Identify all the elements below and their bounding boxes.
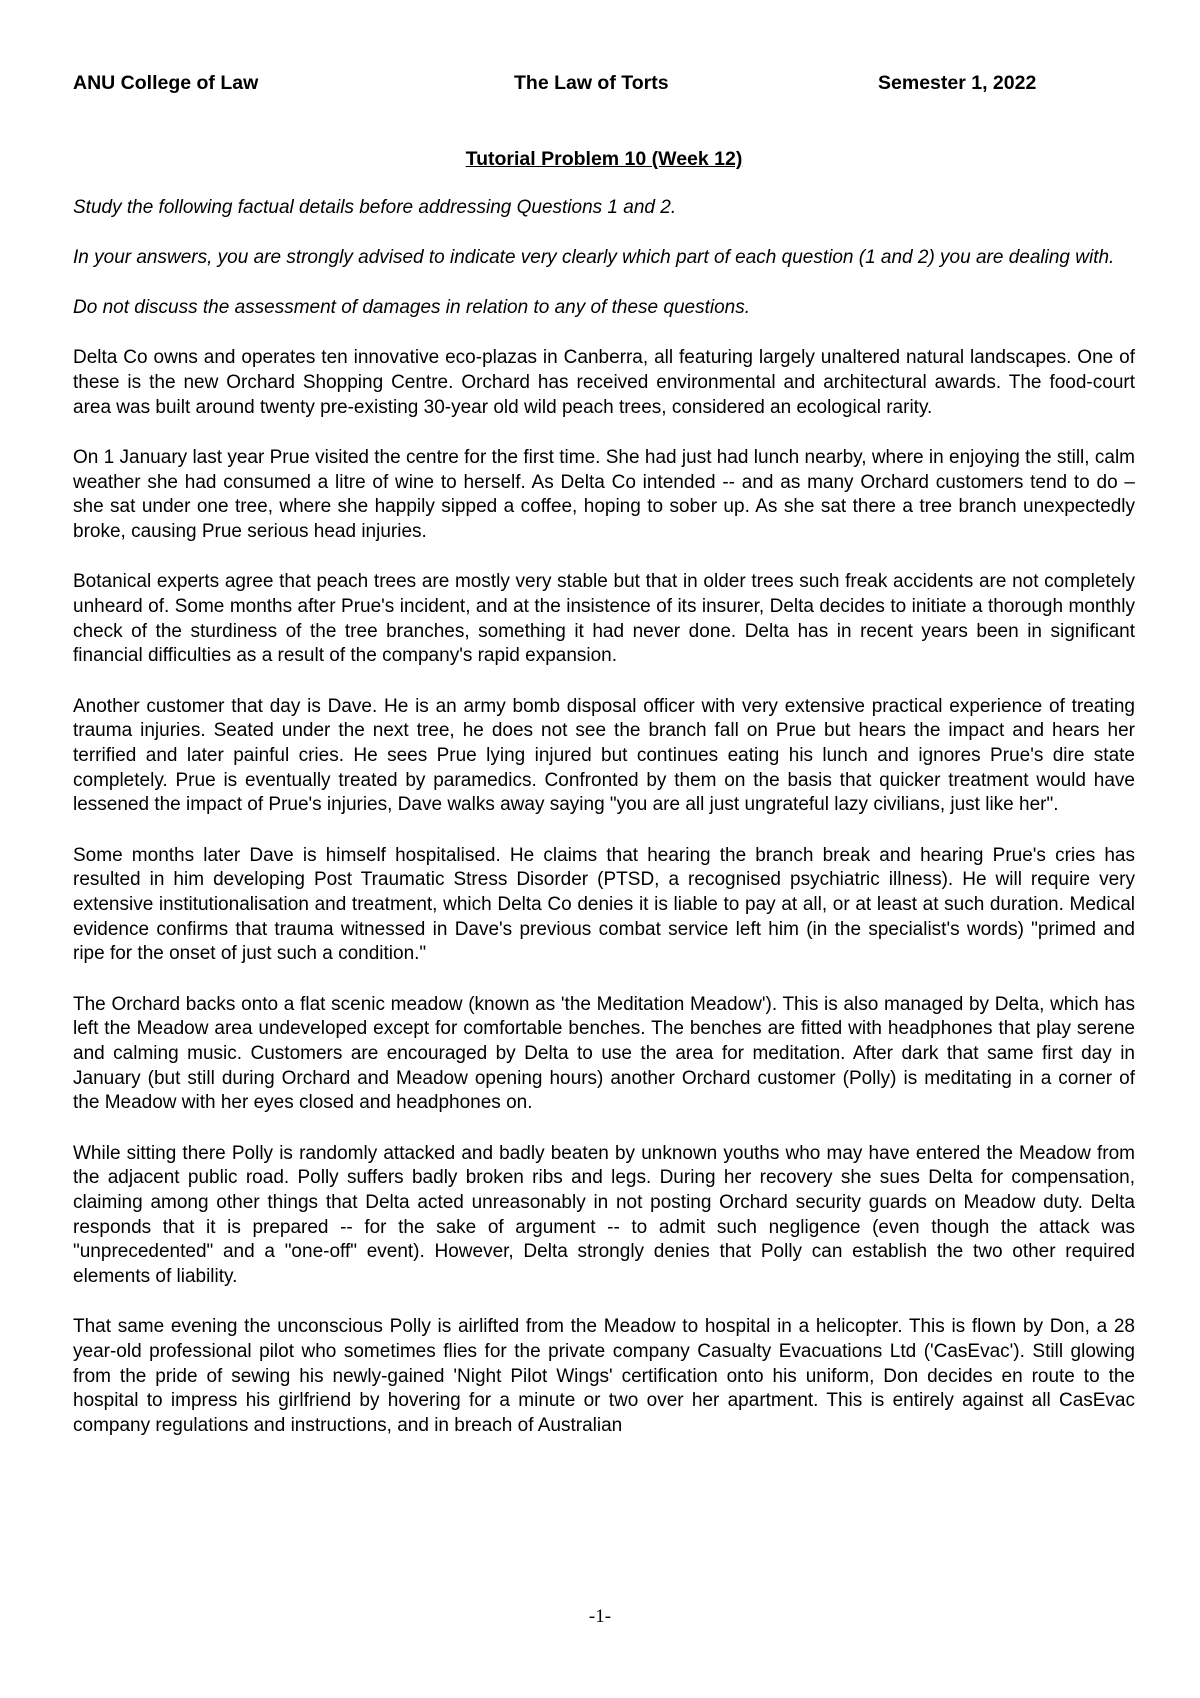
body-paragraph: Another customer that day is Dave. He is an army bomb disposal officer with very extensive practical experience of treating trauma injuries. Seated under the next tree, he does not see the branch fall on Prue but hears the impact and hears her terrified and later painful cries. He sees Prue lying injured but continues eating his lunch and ignores Prue's dire state completely. Prue is eventually treated by paramedics. Confronted by them on the basis that quicker treatment would have lessened the impact of Prue's injuries, Dave walks away saying "you are all just ungrateful lazy civilians, just like her".	[73, 695, 1135, 816]
header-institution: ANU College of Law	[73, 72, 259, 94]
instruction-paragraph: Do not discuss the assessment of damages in relation to any of these questions.	[73, 297, 750, 319]
body-paragraph: Some months later Dave is himself hospitalised. He claims that hearing the branch break and hearing Prue's cries has resulted in him developing Post Traumatic Stress Disorder (PTSD, a recognised psychiatric illness). He will require very extensive institutionalisation and treatment, which Delta Co denies it is liable to pay at all, or at least at such duration. Medical evidence confirms that trauma witnessed in Dave's previous combat service left him (in the specialist's words) "primed and ripe for the onset of just such a condition."	[73, 844, 1135, 965]
body-paragraph: On 1 January last year Prue visited the centre for the first time. She had just had lunch nearby, where in enjoying the still, calm weather she had consumed a litre of wine to herself. As Delta Co intended -- and as many Orchard customers tend to do – she sat under one tree, where she happily sipped a coffee, hoping to sober up. As she sat there a tree branch unexpectedly broke, causing Prue serious head injuries.	[73, 446, 1135, 543]
document-body	[73, 147, 1135, 1464]
body-paragraph: While sitting there Polly is randomly attacked and badly beaten by unknown youths who may have entered the Meadow from the adjacent public road. Polly suffers badly broken ribs and legs. During her recovery she sues Delta for compensation, claiming among other things that Delta acted unreasonably in not posting Orchard security guards on Meadow duty. Delta responds that it is prepared -- for the sake of argument -- to admit such negligence (even though the attack was "unprecedented" and a "one-off" event). However, Delta strongly denies that Polly can establish the two other required elements of liability.	[73, 1142, 1135, 1288]
instruction-paragraph: Study the following factual details before addressing Questions 1 and 2.	[73, 196, 677, 218]
document-title: Tutorial Problem 10 (Week 12)	[465, 148, 743, 170]
body-paragraph: That same evening the unconscious Polly is airlifted from the Meadow to hospital in a helicopter. This is flown by Don, a 28 year-old professional pilot who sometimes flies for the private company Casualty Evacuations Ltd ('CasEvac'). Still glowing from the pride of sewing his newly-gained 'Night Pilot Wings' certification onto his uniform, Don decides en route to the hospital to impress his girlfriend by hovering for a minute or two over her apartment. This is entirely against all CasEvac company regulations and instructions, and in breach of Australian	[73, 1316, 1135, 1437]
body-paragraph: Delta Co owns and operates ten innovative eco-plazas in Canberra, all featuring largely unaltered natural landscapes. One of these is the new Orchard Shopping Centre. Orchard has received environmental and architectural awards. The food-court area was built around twenty pre-existing 30-year old wild peach trees, considered an ecological rarity.	[73, 347, 1135, 418]
body-paragraph: Botanical experts agree that peach trees are mostly very stable but that in older trees such freak accidents are not completely unheard of. Some months after Prue's incident, and at the insistence of its insurer, Delta decides to initiate a thorough monthly check of the sturdiness of the tree branches, something it had never done. Delta has in recent years been in significant financial difficulties as a result of the company's rapid expansion.	[73, 571, 1135, 667]
body-paragraph: The Orchard backs onto a flat scenic meadow (known as 'the Meditation Meadow'). This is also managed by Delta, which has left the Meadow area undeveloped except for comfortable benches. The benches are fitted with headphones that play serene and calming music. Customers are encouraged by Delta to use the area for meditation. After dark that same first day in January (but still during Orchard and Meadow opening hours) another Orchard customer (Polly) is meditating in a corner of the Meadow with her eyes closed and headphones on.	[73, 993, 1135, 1114]
header-semester: Semester 1, 2022	[878, 72, 1037, 94]
instruction-paragraph: In your answers, you are strongly advised to indicate very clearly which part of each question (1 and 2) you are dealing with.	[73, 246, 1115, 268]
page-header	[73, 72, 1133, 98]
page-number: -1-	[588, 1606, 612, 1627]
header-course: The Law of Torts	[514, 72, 669, 94]
